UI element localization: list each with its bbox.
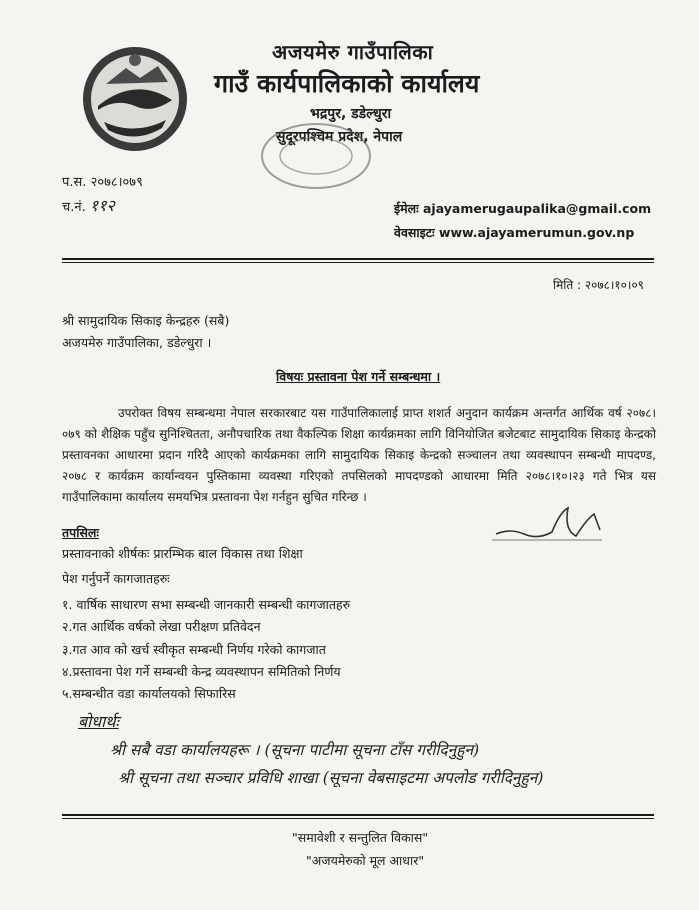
office-name: गाउँ कार्यपालिकाको कार्यालय (214, 69, 480, 98)
email-label: ईमेलः (394, 201, 419, 216)
website-label: वेवसाइटः (394, 225, 435, 240)
chalani-number (62, 194, 115, 216)
letter-date: मिति : २०७८।१०।०९ (553, 278, 644, 292)
motto-line-2: "अजयमेरुको मूल आधार" (306, 853, 425, 868)
list-item: ४.प्रस्तावना पेश गर्ने सम्बन्धी केन्द्र व्यवस्थापन समितिको निर्णय (62, 664, 341, 679)
proposal-heading: प्रस्तावनाको शीर्षकः प्रारम्भिक बाल विकास तथा शिक्षा (62, 546, 303, 561)
website-line (394, 224, 634, 241)
list-item: ३.गत आव को खर्च स्वीकृत सम्बन्धी निर्णय गरेको कागजात (62, 642, 326, 657)
addressee-line-2: अजयमेरु गाउँपालिका, डडेल्धुरा । (62, 335, 212, 350)
patra-value: २०७८।०७९ (90, 175, 143, 190)
tapasil-heading: तपसिलः (62, 525, 99, 540)
documents-heading: पेश गर्नुपर्ने कागजातहरुः (62, 571, 170, 586)
office-stamp (256, 116, 376, 196)
website-url: www.ajayamerumun.gov.np (438, 225, 635, 240)
list-item: ५.सम्बन्धीत वडा कार्यालयको सिफारिस (62, 686, 236, 701)
footer-divider-thin (62, 818, 654, 819)
office-province: सुदूरपश्चिम प्रदेश, नेपाल (276, 129, 403, 145)
nepal-emblem-icon (76, 40, 194, 158)
office-location: भद्रपुर, डडेल्धुरा (310, 106, 392, 122)
signature (490, 500, 610, 548)
footer-divider (62, 814, 654, 816)
letter-subject: विषयः प्रस्तावना पेश गर्ने सम्बन्धमा । (276, 369, 441, 384)
motto-line-1: "समावेशी र सन्तुलित विकास" (292, 830, 429, 845)
bodharth-label: बोधार्थः (78, 712, 119, 731)
list-item: १. वार्षिक साधारण सभा सम्बन्धी जानकारी सम्बन्धी कागजातहरु (62, 597, 351, 612)
list-item: २.गत आर्थिक वर्षको लेखा परीक्षण प्रतिवेदन (62, 619, 261, 634)
email-address: ajayamerugaupalika@gmail.com (422, 201, 652, 216)
email-line (394, 200, 651, 217)
patra-sankhya (62, 172, 143, 190)
chalani-value: ११२ (89, 196, 115, 215)
addressee-line-1: श्री सामुदायिक सिकाइ केन्द्रहरु (सबै) (62, 313, 230, 328)
municipality-name: अजयमेरु गाउँपालिका (272, 40, 434, 64)
bodharth-line: श्री सबै वडा कार्यालयहरू । (सूचना पाटीमा सूचना टाँस गरीदिनुहुन) (110, 741, 480, 759)
bodharth-line: श्री सूचना तथा सञ्चार प्रविधि शाखा (सूचना वेबसाइटमा अपलोड गरीदिनुहुन) (118, 769, 544, 787)
header-divider (62, 258, 654, 260)
header-divider-thin (62, 262, 654, 263)
patra-label: प.स. (62, 175, 87, 190)
chalani-label: च.नं. (62, 200, 86, 215)
letter-body: उपरोक्त विषय सम्बन्धमा नेपाल सरकारबाट यस गाउँपालिकालाई प्राप्त शशर्त अनुदान कार्यक्रम अन्तर्गत आर्थिक वर्ष २०७८।०७९ को शैक्षिक पहुँच सुनिश्चितता, अनौपचारिक तथा वैकल्पिक शिक्षा कार्यक्रमका लागि विनियोजित बजेटबाट सामुदायिक सिकाइ केन्द्रको प्रस्तावनका आधारमा प्रदान गरिदै आएको कार्यक्रमका लागि सामुदायिक सिकाइ केन्द्रको सञ्चालन तथा व्यवस्थापन सम्बन्धी मापदण्ड, २०७८ र कार्यक्रम कार्यान्वयन पुस्तिकामा व्यवस्था गरिएको तपसिलको मापदण्डको आधारमा मिति २०७८।१०।२३ गते भित्र यस गाउँपालिकामा कार्यालय समयभित्र प्रस्तावना पेश गर्नहुन सुचित गरिन्छ । (62, 406, 656, 504)
